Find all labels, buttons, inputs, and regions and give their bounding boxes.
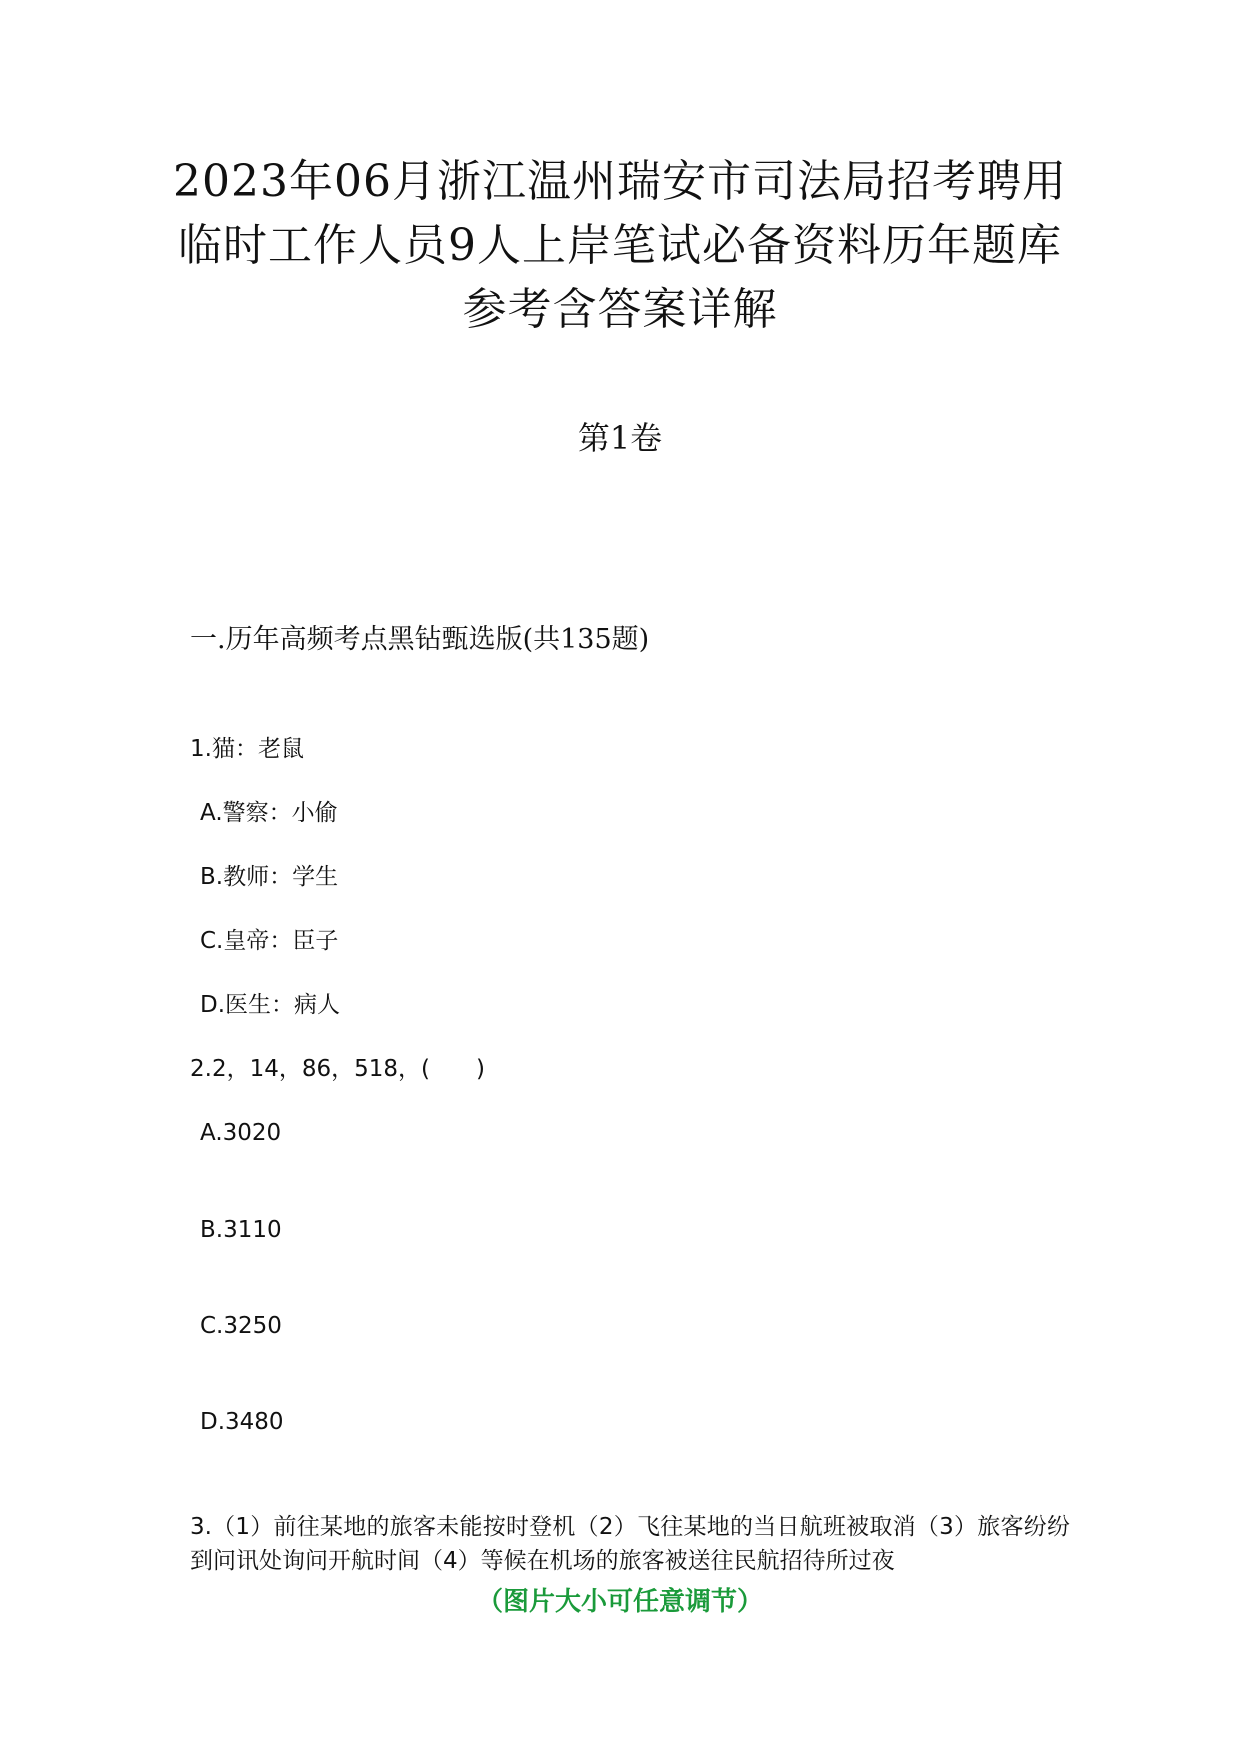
section-heading: 一.历年高频考点黑钻甄选版(共135题) bbox=[190, 624, 650, 655]
question-2-option-c: C.3250 bbox=[200, 1313, 282, 1339]
volume-heading: 第1卷 bbox=[577, 419, 663, 457]
document-title: 2023年06月浙江温州瑞安市司法局招考聘用临时工作人员9人上岸笔试必备资料历年题库参考含答案详解 bbox=[173, 156, 1067, 335]
question-1-option-d: D.医生：病人 bbox=[200, 992, 341, 1018]
image-size-note: （图片大小可任意调节） bbox=[476, 1587, 763, 1617]
question-1-option-c: C.皇帝：臣子 bbox=[200, 928, 339, 954]
question-3-stem: 3.（1）前往某地的旅客未能按时登机（2）飞往某地的当日航班被取消（3）旅客纷纷到问讯处询问开航时间（4）等候在机场的旅客被送往民航招待所过夜 bbox=[190, 1514, 1070, 1574]
question-1-option-a: A.警察：小偷 bbox=[200, 800, 338, 826]
question-2-option-b: B.3110 bbox=[200, 1217, 282, 1243]
question-2-stem: 2.2，14，86，518，( ) bbox=[190, 1056, 485, 1082]
question-2-option-a: A.3020 bbox=[200, 1120, 282, 1146]
question-1-stem: 1.猫：老鼠 bbox=[190, 736, 304, 762]
question-2-option-d: D.3480 bbox=[200, 1409, 284, 1435]
question-1-option-b: B.教师：学生 bbox=[200, 864, 339, 890]
